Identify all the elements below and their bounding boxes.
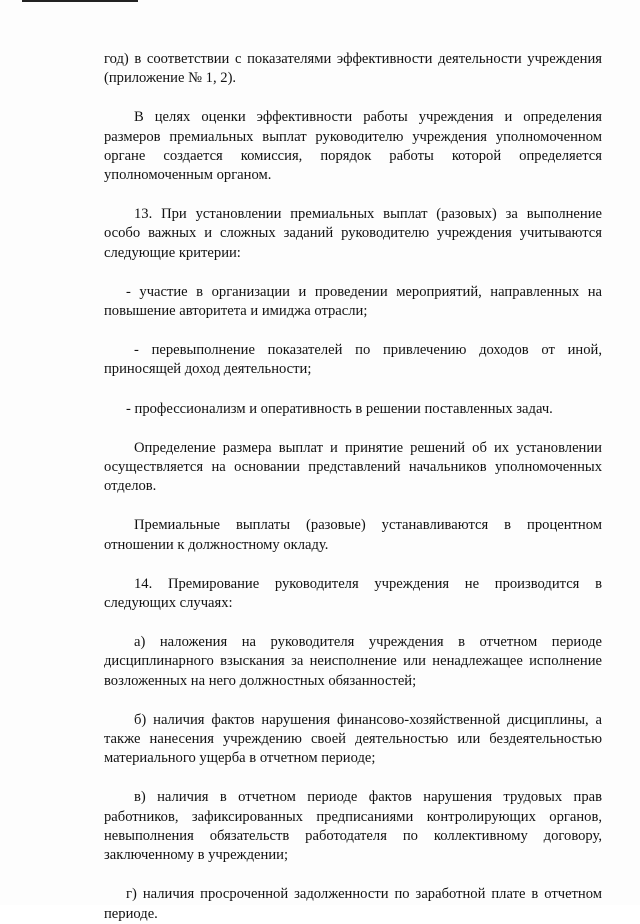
document-body [104, 50, 602, 924]
paragraph-percentage: Премиальные выплаты (разовые) устанавливаются в процентном отношении к должностному окладу. [104, 517, 602, 553]
criterion-overfulfillment: - перевыполнение показателей по привлечению доходов от иной, приносящей доход деятельности; [104, 342, 602, 378]
paragraph-commission: В целях оценки эффективности работы учреждения и определения размеров премиальных выплат руководителю учреждения уполномоченном органе создается комиссия, порядок работы которой определяется уполномоченным органом. [104, 109, 602, 184]
criterion-professionalism: - профессионализм и оперативность в решении поставленных задач. [126, 400, 553, 417]
case-a: а) наложения на руководителя учреждения в отчетном периоде дисциплинарного взыскания за неисполнение или ненадлежащее исполнение возложенных на него должностных обязанностей; [104, 634, 602, 689]
case-d: г) наличия просроченной задолженности по заработной плате в отчетном периоде. [104, 886, 602, 922]
case-b: б) наличия фактов нарушения финансово-хозяйственной дисциплины, а также нанесения учреждению своей деятельностью или бездеятельностью материального ущерба в отчетном периоде; [104, 711, 602, 767]
paragraph-continuation: год) в соответствии с показателями эффективности деятельности учреждения (приложение № 1, 2). [104, 51, 602, 87]
top-divider-line [22, 0, 138, 2]
case-c: в) наличия в отчетном периоде фактов нарушения трудовых прав работников, зафиксированных предписаниями контролирующих органов, невыполнения обязательств работодателя по коллективному договору, заключенному в учреждении; [104, 789, 602, 864]
criterion-participation: - участие в организации и проведении мероприятий, направленных на повышение авторитета и имиджа отрасли; [104, 283, 602, 320]
paragraph-item-13: 13. При установлении премиальных выплат (разовых) за выполнение особо важных и сложных заданий руководителю учреждения учитываются следующие критерии: [104, 206, 602, 261]
paragraph-item-14: 14. Премирование руководителя учреждения не производится в следующих случаях: [104, 575, 602, 612]
paragraph-determination: Определение размера выплат и принятие решений об их установлении осуществляется на основании представлений начальников уполномоченных отделов. [104, 439, 602, 495]
